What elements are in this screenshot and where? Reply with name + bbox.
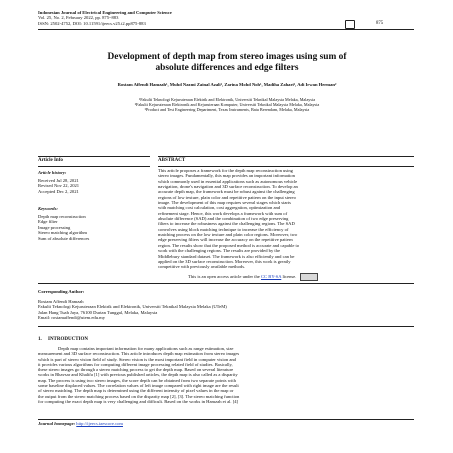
text-line: map. The process is using two stereo images, the score depth can be obtained from two separate points with	[38, 377, 236, 383]
history-list	[38, 178, 79, 194]
footer-rule	[38, 419, 414, 420]
cc-license-icon	[300, 273, 318, 281]
journal-homepage	[38, 421, 123, 426]
text-line: accurate depth map, the framework must be robust against the challenging	[158, 189, 295, 195]
revised-date: Revised Nov 22, 2021	[38, 183, 80, 189]
keyword-item: Stereo matching algorithm	[38, 230, 87, 236]
article-info-heading: Article Info	[38, 158, 63, 163]
text-line: measurement and 3D surface reconstruction. This article introduces depth map estimation from stereo images	[38, 351, 240, 357]
affiliation-3: ³Product and Test Engineering Department, Texas Instruments, Batu Berendam, Melaka, Malaysia	[144, 107, 310, 112]
text-line: applied on the 3D surface reconstruction. Moreover, this work is greatly	[158, 258, 291, 264]
title-line-1: Development of depth map from stereo images using sum of	[107, 52, 347, 62]
affiliation-list	[40, 97, 414, 112]
homepage-label: Journal homepage:	[38, 421, 76, 426]
abstract-mid-rule	[158, 166, 414, 167]
text-line: matching process on the low texture and plain color regions. Moreover, two	[158, 232, 298, 238]
abstract-body	[158, 168, 414, 270]
journal-issn: ISSN: 2502-4752, DOI: 10.11591/ijeecs.v25.i2.pp875-883	[38, 20, 146, 26]
text-line: Depth map contains important information for many applications such as range estimation, size	[58, 346, 234, 351]
license-suffix: license.	[282, 274, 297, 280]
info-top-rule	[38, 156, 150, 157]
accepted-date: Accepted Dec 2, 2021	[38, 188, 79, 194]
corresponding-label: Corresponding Author:	[38, 289, 85, 294]
homepage-link[interactable]: http://ijeecs.iaescore.com	[76, 421, 123, 426]
author-list: Rostam Affendi Hamzah¹, Muhd Nazmi Zainal Azali¹, Zarina Mohd Noh¹, Madiha Zahari¹, Adi Irwan Herman²	[117, 82, 337, 87]
journal-logo-icon	[345, 20, 355, 29]
text-line: stereo images. Fundamentally, this map provides an important information	[158, 173, 295, 179]
text-line: competitive with previously available methods.	[158, 264, 246, 270]
license-note	[188, 273, 318, 281]
info-mid-rule	[38, 166, 150, 167]
page-number: 875	[376, 21, 384, 26]
abstract-bottom-rule	[38, 283, 414, 284]
keyword-item: Image processing	[38, 224, 71, 230]
corresponding-affiliation: Fakulti Teknologi Kejuruteraan Elektrik and Elektronik, Universiti Teknikal Malaysia Melaka (UTeM)	[38, 304, 227, 310]
text-line: the output from the stereo matching process based on the disparity map [2], [3]. The stereo matching function	[38, 393, 240, 399]
license-text: This is an open access article under the	[188, 274, 260, 280]
history-label: Article history:	[38, 170, 67, 175]
text-line: work with the challenging regions. The results are provided by the	[158, 248, 281, 254]
abstract-top-rule	[158, 156, 414, 157]
journal-name: Indonesian Journal of Electrical Engineering and Computer Science	[38, 10, 172, 15]
paper-title	[60, 52, 394, 74]
text-line: regions of low texture, plain color and repetitive pattern on the input stereo	[158, 194, 296, 200]
keyword-list	[38, 214, 89, 241]
text-line: convolves using block matching technique to increase the efficiency of	[158, 226, 289, 232]
text-line: edge preserving filters will increase the accuracy on the repetitive pattern	[158, 237, 293, 243]
abstract-heading: ABSTRACT	[158, 158, 186, 163]
text-line: some baseline displaced values. The correlation values of left image compared with right image are the result	[38, 383, 239, 389]
corresponding-name: Rostam Affendi Hamzah	[38, 299, 84, 304]
text-line: with matching cost calculation, cost aggregation, optimization and	[158, 205, 281, 211]
text-line: it provides various algorithms for computing different image processing related field of studies. Basically,	[38, 361, 233, 367]
journal-header	[38, 10, 172, 26]
license-link[interactable]: CC BY-SA	[260, 274, 282, 280]
text-line: these stereo images go through a stereo matching process to get the depth map. Based on several literature	[38, 367, 234, 373]
text-line: which commonly used in essential applications such as autonomous vehicle	[158, 178, 298, 184]
corresponding-email: Email: rostamaffendi@utem.edu.my	[38, 315, 106, 321]
keywords-label: Keywords:	[38, 206, 58, 211]
text-line: This article proposes a framework for the depth map reconstruction using	[158, 168, 293, 173]
received-date: Received Jul 28, 2021	[38, 178, 79, 183]
corresponding-details	[38, 299, 227, 321]
keyword-item: Edge filter	[38, 219, 58, 225]
title-line-2: absolute differences and edge filters	[155, 63, 299, 73]
keyword-item: Sum of absolute differences	[38, 235, 90, 241]
corresponding-rule	[38, 326, 414, 327]
text-line: absolute difference (SAD) and the combination of two edge preserving	[158, 216, 289, 222]
text-line: filters to increase the robustness against the challenging regions. The SAD	[158, 221, 295, 227]
keyword-item: Depth map reconstruction	[38, 214, 86, 219]
text-line: image. The development of this map requires several stages which starts	[158, 200, 291, 206]
text-line: refinement stage. Hence, this work develops a framework with sum of	[158, 210, 288, 216]
corresponding-address: Jalan Hang Tuah Jaya, 76100 Durian Tunggal, Melaka, Malaysia	[38, 309, 158, 315]
affiliation-1: ¹Fakulti Teknologi Kejuruteraan Elektrik and Elektronik, Universiti Teknikal Malaysia Melaka, Malaysia	[138, 97, 316, 102]
text-line: which is part of stereo vision field of study. Stereo vision is the most important field in computer vision and	[38, 356, 236, 362]
journal-volume: Vol. 25, No. 2, February 2022, pp. 875~883	[38, 15, 119, 21]
text-line: for computing the exact depth map is very challenging and difficult. Based on the works in Hamzah et al. [4]	[38, 398, 239, 404]
affiliation-2: ²Fakulti Kejuruteraan Elektronik and Kejuruteraan Komputer, Universiti Teknikal Malaysia Melaka, Malaysia	[134, 102, 320, 107]
text-line: works in Bhavsar and Khalifa [1] with previous published articles, the depth map is also called as a disparity	[38, 372, 238, 378]
introduction-body	[38, 346, 414, 404]
text-line: navigation, drone's navigation and 3D surface reconstruction. To develop an	[158, 184, 298, 190]
header-rule	[38, 29, 414, 30]
introduction-heading: 1. INTRODUCTION	[38, 337, 89, 342]
text-line: of stereo matching. The depth map is determined using the different intensity of pixel values in the map or	[38, 388, 234, 394]
text-line: Middlebury standard dataset. The framework is also efficiently and can be	[158, 253, 295, 259]
text-line: region. The results show that the proposed method is accurate and capable to	[158, 242, 300, 248]
